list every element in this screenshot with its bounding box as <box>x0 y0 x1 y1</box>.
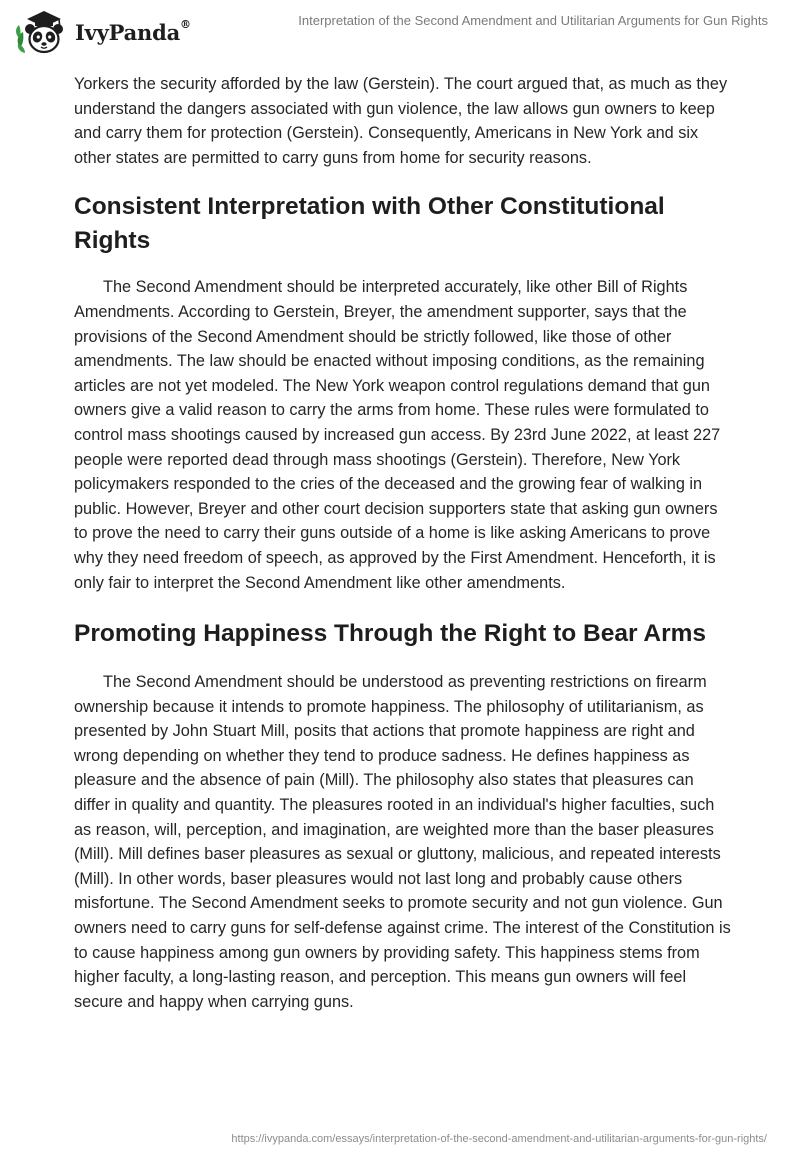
brand-name: IvyPanda® <box>75 17 191 45</box>
panda-graduate-icon <box>14 8 72 56</box>
section-heading-consistent-interpretation: Consistent Interpretation with Other Constitutional Rights <box>74 193 665 255</box>
section-paragraph-consistent-interpretation: The Second Amendment should be interpreted accurately, like other Bill of Rights Amendments. According to Gerstein, Breyer, the amendment supporter, says that the provisions of the Second Amendment should be strictly followed, like those of other amendments. The law should be enacted without imposing conditions, as the remaining articles are not yet modeled. The New York weapon control regulations demand that gun owners give a valid reason to carry the arms from home. These rules were formulated to control mass shootings caused by increased gun access. By 23rd June 2022, at least 227 people were reported dead through mass shootings (Gerstein). Therefore, New York policymakers responded to the cries of the deceased and the growing fear of walking in public. However, Breyer and other court decision supporters state that asking gun owners to prove the need to carry their guns outside of a home is like asking Americans to prove why they need freedom of speech, as approved by the First Amendment. Henceforth, it is only fair to interpret the Second Amendment like other amendments. <box>74 278 721 592</box>
registered-mark: ® <box>180 17 191 31</box>
intro-paragraph: Yorkers the security afforded by the law (Gerstein). The court argued that, as much as they understand the dangers associated with gun violence, the law allows gun owners to keep and carry them for protection (Gerstein). Consequently, Americans in New York and six other states are permitted to carry guns from home for security reasons. <box>74 75 728 167</box>
document-title: Interpretation of the Second Amendment and Utilitarian Arguments for Gun Rights <box>298 13 768 28</box>
section-heading-promoting-happiness: Promoting Happiness Through the Right to Bear Arms <box>74 620 707 648</box>
section-paragraph-promoting-happiness: The Second Amendment should be understood as preventing restrictions on firearm ownership because it intends to promote happiness. The philosophy of utilitarianism, as presented by John Stuart Mill, posits that actions that promote happiness are right and wrong depending on whether they tend to produce sadness. He defines happiness as pleasure and the absence of pain (Mill). The philosophy also states that pleasures can differ in quality and quantity. The pleasures rooted in an individual's higher faculties, such as reason, will, perception, and imagination, are weighted more than the baser pleasures (Mill). Mill defines baser pleasures as sexual or gluttony, malicious, and repeated interests (Mill). In other words, baser pleasures would not last long and probably cause others misfortune. The Second Amendment seeks to promote security and not gun violence. Gun owners need to carry guns for self-defense against crime. The interest of the Constitution is to cause happiness among gun owners by providing safety. This happiness stems from higher faculty, a long-lasting reason, and perception. This means gun owners will feel secure and happy when carrying guns. <box>74 673 731 1011</box>
article-body <box>74 72 734 1014</box>
source-url[interactable]: https://ivypanda.com/essays/interpretation-of-the-second-amendment-and-utilitarian-arguments-for-gun-rights/ <box>231 1133 767 1145</box>
page-header <box>0 0 800 62</box>
ivypanda-logo[interactable] <box>14 8 191 56</box>
